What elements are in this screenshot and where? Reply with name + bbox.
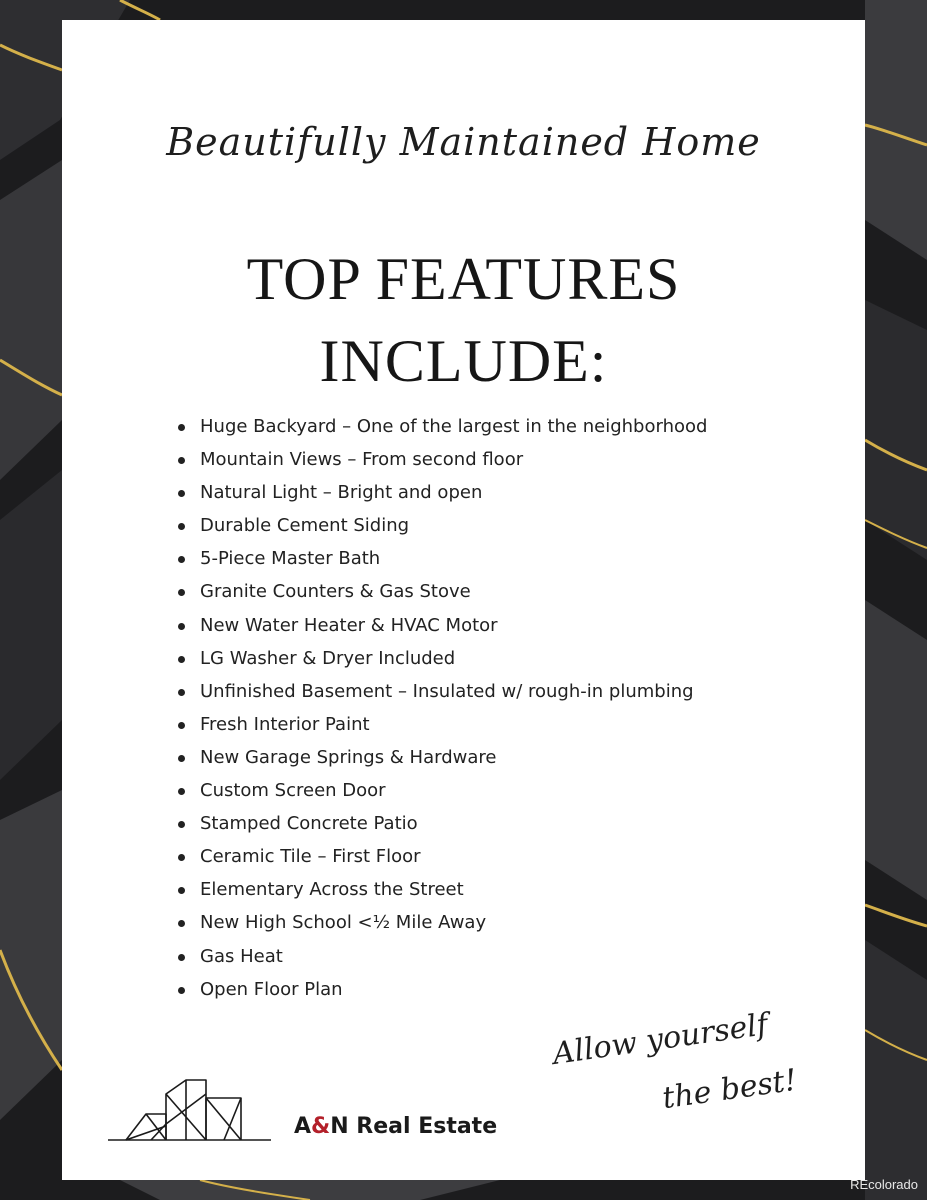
brand-name-part1: A xyxy=(294,1114,312,1139)
bullet-icon xyxy=(178,788,185,795)
feature-item xyxy=(178,677,707,710)
bullet-icon xyxy=(178,490,185,497)
feature-item xyxy=(178,842,707,875)
feature-item xyxy=(178,875,707,908)
bullet-icon xyxy=(178,523,185,530)
bullet-icon xyxy=(178,887,185,894)
feature-text: Open Floor Plan xyxy=(200,978,343,1000)
brand-logo xyxy=(94,1068,514,1158)
bullet-icon xyxy=(178,854,185,861)
city-skyline-icon xyxy=(106,1074,271,1144)
feature-text: Durable Cement Siding xyxy=(200,515,410,537)
feature-text: LG Washer & Dryer Included xyxy=(200,647,456,669)
tagline-line-1: Allow yourself xyxy=(550,1007,771,1072)
feature-item xyxy=(178,478,707,511)
title-line-2: INCLUDE: xyxy=(319,328,608,394)
tagline xyxy=(542,1007,842,1140)
feature-item xyxy=(178,611,707,644)
bullet-icon xyxy=(178,656,185,663)
bullet-icon xyxy=(178,623,185,630)
bullet-icon xyxy=(178,954,185,961)
feature-item xyxy=(178,942,707,975)
feature-text: New Garage Springs & Hardware xyxy=(200,746,497,768)
page-title xyxy=(62,238,865,402)
feature-item xyxy=(178,544,707,577)
feature-text: Granite Counters & Gas Stove xyxy=(200,581,471,603)
feature-text: Fresh Interior Paint xyxy=(200,713,370,735)
bullet-icon xyxy=(178,689,185,696)
feature-text: Huge Backyard – One of the largest in the neighborhood xyxy=(200,416,708,437)
feature-item xyxy=(178,577,707,610)
tagline-line-2: the best! xyxy=(660,1062,799,1117)
script-heading: Beautifully Maintained Home xyxy=(166,120,761,164)
feature-item xyxy=(178,710,707,743)
brand-name-part2: N Real Estate xyxy=(330,1114,498,1139)
brand-ampersand: & xyxy=(311,1114,331,1139)
watermark: REcolorado xyxy=(850,1177,918,1192)
feature-item xyxy=(178,511,707,544)
bullet-icon xyxy=(178,556,185,563)
feature-text: 5-Piece Master Bath xyxy=(200,548,381,570)
feature-text: Custom Screen Door xyxy=(200,780,386,802)
feature-item xyxy=(178,908,707,941)
feature-text: Mountain Views – From second floor xyxy=(200,449,524,471)
bullet-icon xyxy=(178,987,185,994)
bullet-icon xyxy=(178,755,185,762)
bullet-icon xyxy=(178,920,185,927)
feature-text: Gas Heat xyxy=(200,945,283,967)
bullet-icon xyxy=(178,821,185,828)
feature-list xyxy=(178,412,707,1008)
title-line-1: TOP FEATURES xyxy=(246,246,681,312)
feature-item xyxy=(178,445,707,478)
feature-text: New High School <½ Mile Away xyxy=(200,912,487,934)
bullet-icon xyxy=(178,589,185,596)
feature-text: Ceramic Tile – First Floor xyxy=(200,846,421,868)
brand-name xyxy=(294,1114,497,1139)
feature-item xyxy=(178,644,707,677)
bullet-icon xyxy=(178,722,185,729)
feature-text: Unfinished Basement – Insulated w/ rough-in plumbing xyxy=(200,680,694,702)
feature-text: New Water Heater & HVAC Motor xyxy=(200,614,498,636)
bullet-icon xyxy=(178,424,185,431)
feature-item xyxy=(178,743,707,776)
bullet-icon xyxy=(178,457,185,464)
feature-text: Stamped Concrete Patio xyxy=(200,813,418,835)
feature-text: Elementary Across the Street xyxy=(200,879,464,901)
feature-text: Natural Light – Bright and open xyxy=(200,482,483,504)
feature-item xyxy=(178,809,707,842)
feature-item xyxy=(178,412,707,445)
feature-item xyxy=(178,975,707,1008)
feature-item xyxy=(178,776,707,809)
feature-card xyxy=(62,20,865,1180)
